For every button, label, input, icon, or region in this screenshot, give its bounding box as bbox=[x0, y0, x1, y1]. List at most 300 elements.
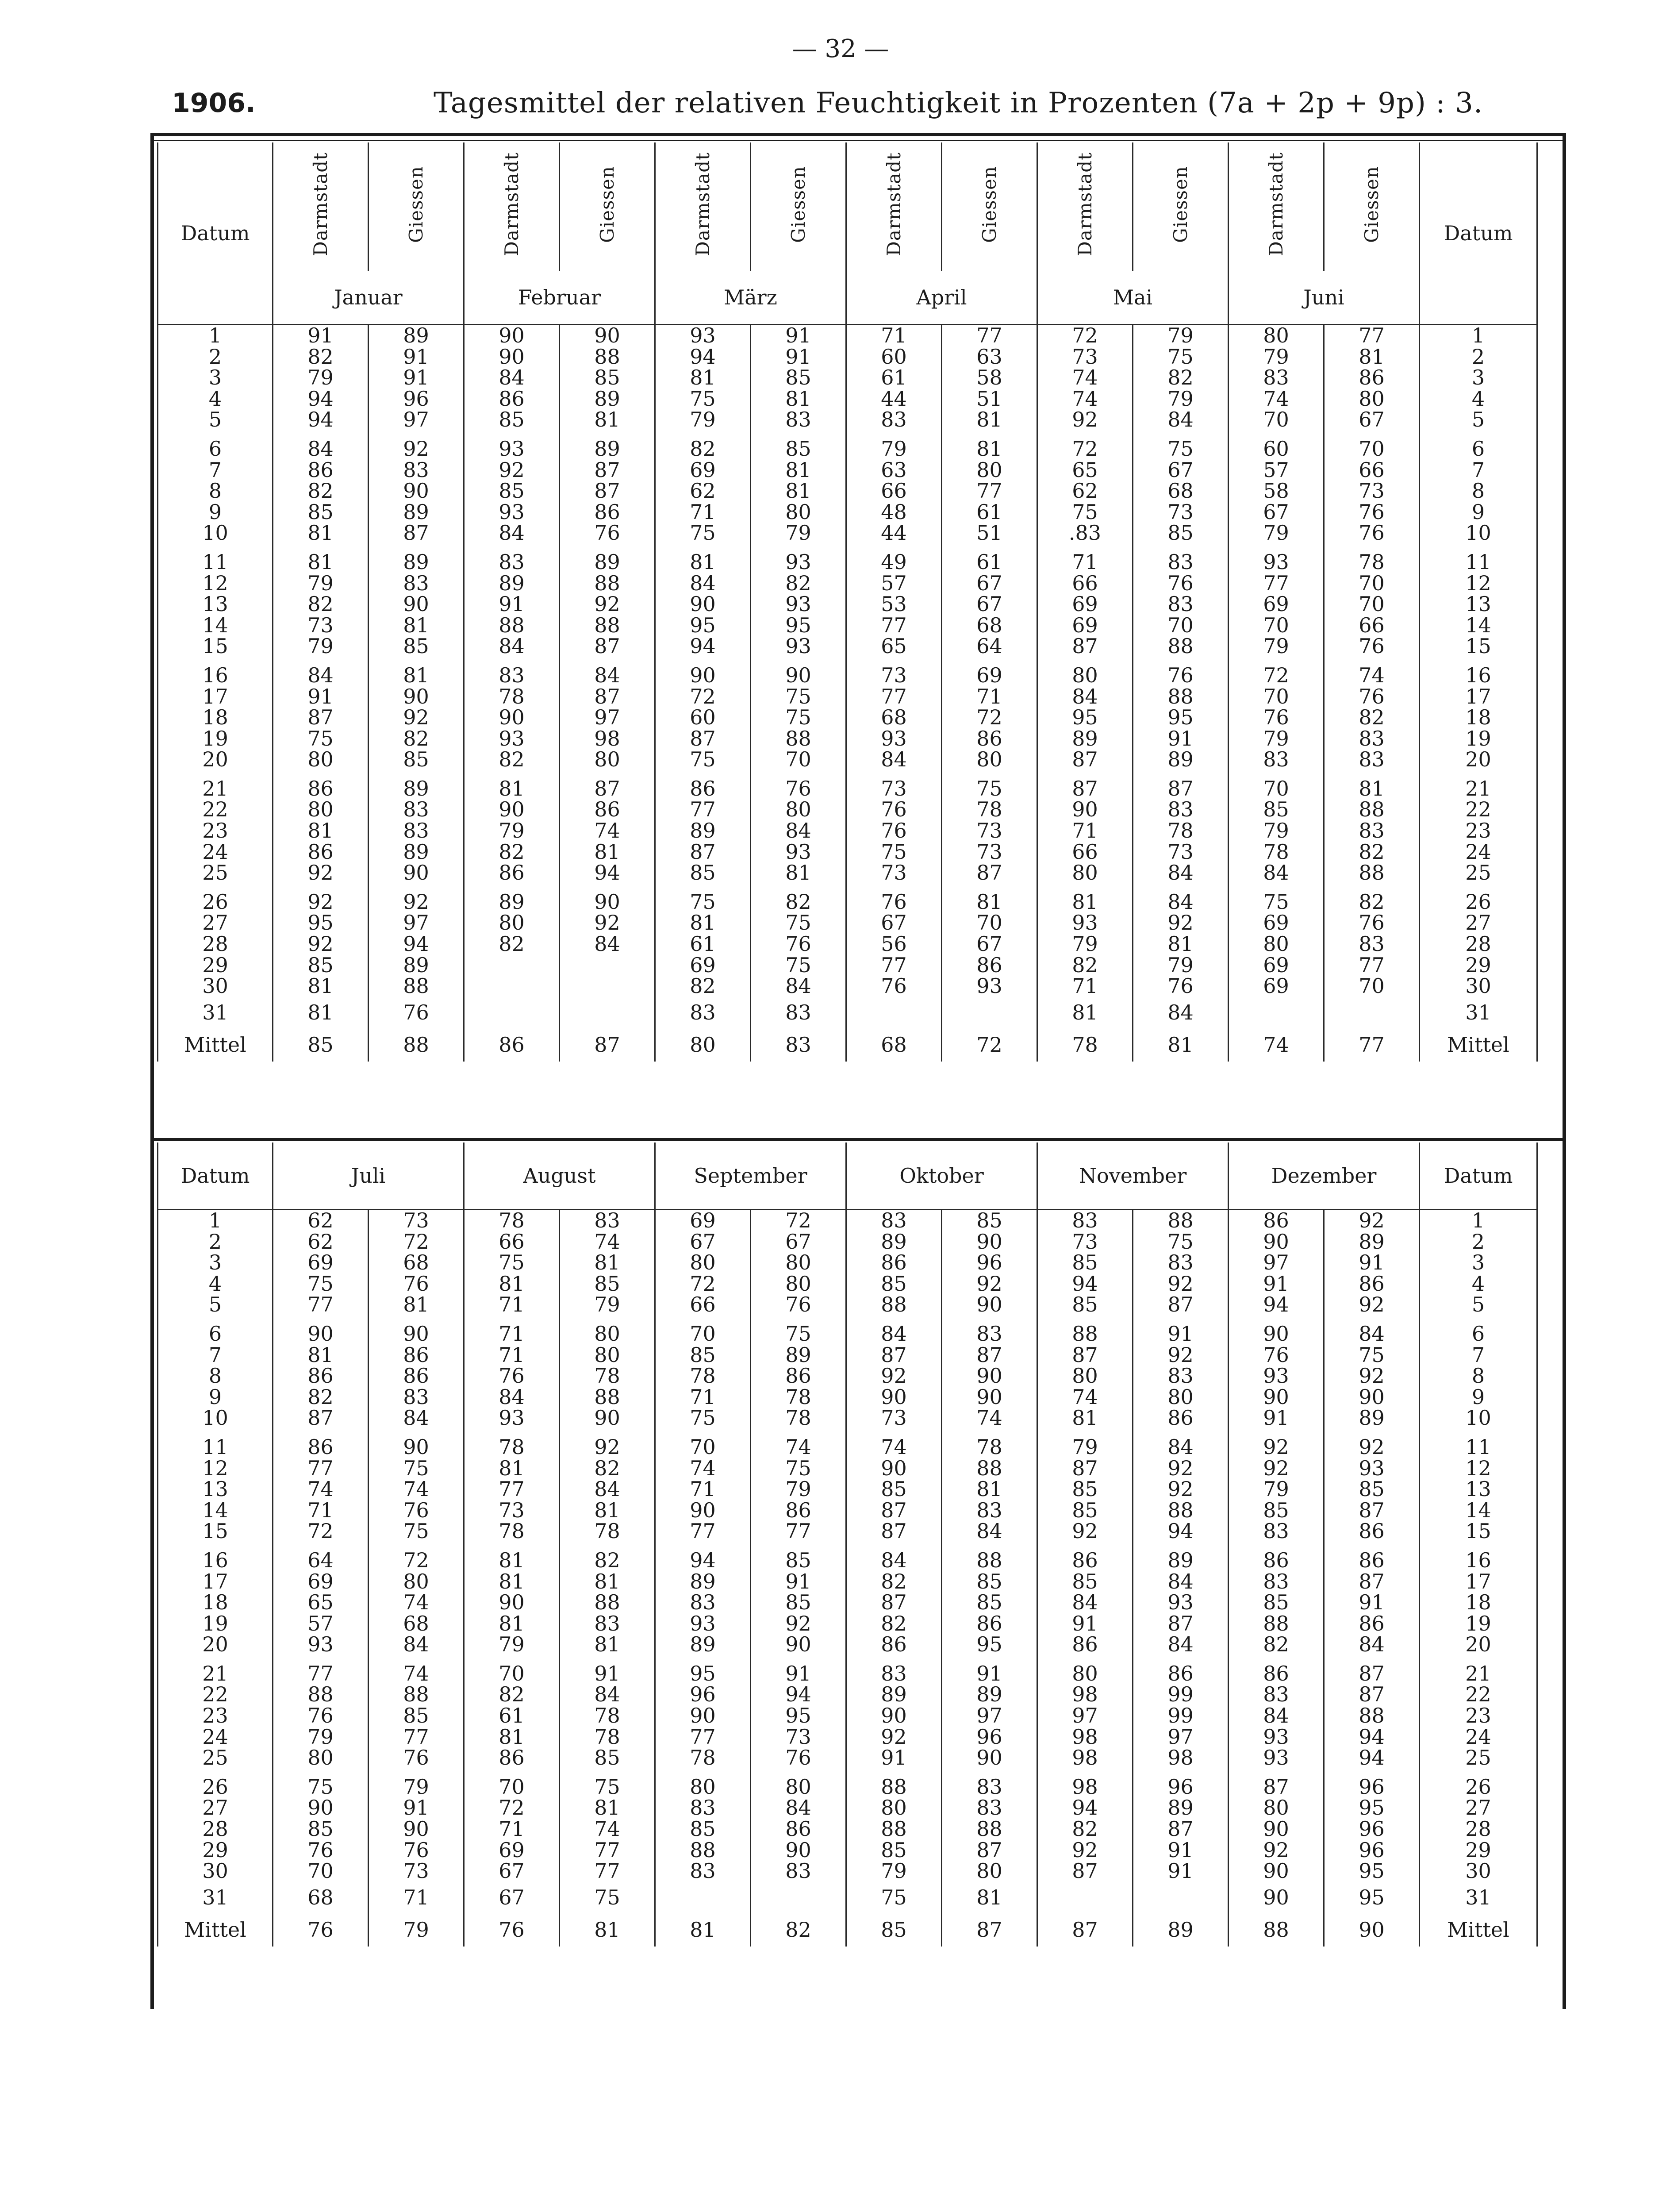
cell-value: 83 bbox=[1167, 592, 1194, 616]
cell-value: 77 bbox=[594, 1859, 620, 1883]
cell-value: 86 bbox=[1359, 1271, 1385, 1296]
cell-value: 77 bbox=[881, 613, 907, 637]
top-double-rule-2 bbox=[150, 140, 1566, 141]
cell-value: 75 bbox=[403, 1519, 429, 1543]
darmstadt-column bbox=[273, 325, 369, 997]
cell-value: 92 bbox=[976, 1271, 1002, 1296]
cell-value: 84 bbox=[1263, 861, 1289, 885]
cell-value: 8 bbox=[208, 1364, 222, 1388]
cell-value: 90 bbox=[881, 1456, 907, 1480]
cell-value: 15 bbox=[202, 1519, 228, 1543]
cell-value: 71 bbox=[499, 1343, 525, 1367]
cell-value: 77 bbox=[499, 1477, 525, 1501]
cell-value: 29 bbox=[202, 1838, 228, 1862]
mittel-label: Mittel bbox=[158, 1028, 273, 1062]
cell-value: 74 bbox=[785, 1435, 811, 1459]
cell-value bbox=[1229, 997, 1324, 1028]
cell-value: 5 bbox=[208, 408, 222, 432]
cell-value: 81 bbox=[976, 1477, 1002, 1501]
cell-value: 85 bbox=[881, 1838, 907, 1862]
cell-value: 87 bbox=[1072, 634, 1098, 658]
cell-value: 61 bbox=[976, 500, 1002, 524]
cell-value: 10 bbox=[202, 521, 228, 545]
cell-value: 87 bbox=[1359, 1682, 1385, 1707]
cell-value: 22 bbox=[1465, 1682, 1491, 1707]
cell-value: 87 bbox=[690, 726, 716, 750]
cell-value: 83 bbox=[403, 819, 429, 843]
cell-value: 82 bbox=[499, 1682, 525, 1707]
cell-value: 90 bbox=[976, 1229, 1002, 1254]
cell-value: 74 bbox=[976, 1406, 1002, 1430]
cell-value: 79 bbox=[1167, 323, 1194, 347]
cell-value: 87 bbox=[881, 1519, 907, 1543]
cell-value: 83 bbox=[403, 458, 429, 482]
cell-value: 88 bbox=[594, 1590, 620, 1615]
cell-value: 82 bbox=[403, 726, 429, 750]
cell-value: 92 bbox=[307, 889, 334, 914]
cell-value: 70 bbox=[1359, 571, 1385, 595]
cell-value: 87 bbox=[1072, 1343, 1098, 1367]
cell-value: 87 bbox=[690, 839, 716, 864]
cell-value: 90 bbox=[1263, 1385, 1289, 1409]
cell-value: 97 bbox=[1072, 1704, 1098, 1728]
cell-value: 83 bbox=[976, 1774, 1002, 1799]
cell-value: 89 bbox=[690, 1632, 716, 1657]
cell-value: 85 bbox=[785, 1548, 811, 1572]
cell-value: 90 bbox=[690, 1498, 716, 1522]
cell-value: 88 bbox=[881, 1293, 907, 1317]
cell-value: 81 bbox=[307, 1343, 334, 1367]
cell-value: 17 bbox=[1465, 1569, 1491, 1593]
cell-value: 91 bbox=[881, 1746, 907, 1770]
cell-value: 51 bbox=[976, 386, 1002, 411]
cell-value: 74 bbox=[1072, 1385, 1098, 1409]
cell-value: 18 bbox=[1465, 705, 1491, 730]
cell-value: 90 bbox=[499, 797, 525, 822]
cell-value: 77 bbox=[881, 684, 907, 708]
cell-value: 79 bbox=[1072, 1435, 1098, 1459]
mittel-label: Mittel bbox=[1420, 1028, 1537, 1062]
cell-value: 76 bbox=[1359, 500, 1385, 524]
giessen-column bbox=[942, 325, 1037, 997]
cell-value: 85 bbox=[1072, 1293, 1098, 1317]
cell-value: 76 bbox=[1359, 634, 1385, 658]
cell-value: 95 bbox=[976, 1632, 1002, 1657]
cell-value: 78 bbox=[594, 1724, 620, 1749]
cell-value: 90 bbox=[403, 684, 429, 708]
cell-value: 70 bbox=[307, 1859, 334, 1883]
station-name: Darmstadt bbox=[692, 152, 714, 256]
cell-value: 66 bbox=[690, 1293, 716, 1317]
cell-value: 73 bbox=[881, 663, 907, 687]
right-frame-rule bbox=[1563, 133, 1566, 2009]
cell-value: 63 bbox=[881, 458, 907, 482]
cell-value: 20 bbox=[202, 1632, 228, 1657]
cell-value: 62 bbox=[307, 1229, 334, 1254]
cell-value: 96 bbox=[403, 386, 429, 411]
cell-value: 9 bbox=[208, 1385, 222, 1409]
mittel-value: 88 bbox=[1229, 1913, 1324, 1947]
cell-value: 73 bbox=[881, 776, 907, 800]
cell-value: 84 bbox=[881, 1321, 907, 1346]
cell-value: 85 bbox=[403, 634, 429, 658]
cell-value: 75 bbox=[690, 521, 716, 545]
cell-value: 89 bbox=[690, 1569, 716, 1593]
cell-value: 15 bbox=[1465, 1519, 1491, 1543]
cell-value: 75 bbox=[785, 705, 811, 730]
cell-value: 61 bbox=[976, 550, 1002, 574]
month-header: Juni bbox=[1229, 271, 1420, 325]
cell-value: 79 bbox=[1072, 932, 1098, 956]
cell-value: 73 bbox=[976, 839, 1002, 864]
cell-value: 81 bbox=[594, 1498, 620, 1522]
cell-value: 87 bbox=[594, 479, 620, 503]
cell-value: 69 bbox=[1263, 974, 1289, 998]
cell-value: 77 bbox=[690, 1724, 716, 1749]
cell-value: 4 bbox=[208, 1271, 222, 1296]
cell-value: 85 bbox=[976, 1590, 1002, 1615]
cell-value: 26 bbox=[1465, 1774, 1491, 1799]
station-header bbox=[1229, 142, 1324, 271]
cell-value bbox=[942, 997, 1037, 1028]
month-header: Februar bbox=[464, 271, 655, 325]
cell-value: 84 bbox=[499, 521, 525, 545]
cell-value: 82 bbox=[690, 436, 716, 461]
cell-value: 85 bbox=[594, 1746, 620, 1770]
cell-value: 12 bbox=[202, 1456, 228, 1480]
cell-value: 44 bbox=[881, 386, 907, 411]
cell-value: 82 bbox=[307, 592, 334, 616]
cell-value: 75 bbox=[690, 889, 716, 914]
cell-value: 71 bbox=[690, 1477, 716, 1501]
cell-value: 67 bbox=[1359, 408, 1385, 432]
cell-value: 76 bbox=[1263, 1343, 1289, 1367]
darmstadt-column bbox=[655, 325, 751, 997]
cell-value: 76 bbox=[1359, 911, 1385, 935]
cell-value: 76 bbox=[1359, 521, 1385, 545]
cell-value: 60 bbox=[690, 705, 716, 730]
cell-value: 1 bbox=[208, 1208, 222, 1232]
cell-value: 84 bbox=[499, 634, 525, 658]
cell-value: 77 bbox=[881, 953, 907, 977]
mittel-value: 87 bbox=[942, 1913, 1037, 1947]
month-header: Oktober bbox=[846, 1143, 1037, 1210]
cell-value: 89 bbox=[403, 776, 429, 800]
mittel-value: 87 bbox=[1037, 1913, 1133, 1947]
cell-value: 79 bbox=[785, 1477, 811, 1501]
cell-value: 96 bbox=[976, 1250, 1002, 1275]
cell-value: 5 bbox=[1471, 408, 1485, 432]
cell-value: 84 bbox=[403, 1632, 429, 1657]
cell-value: 87 bbox=[1072, 776, 1098, 800]
cell-value: 75 bbox=[785, 684, 811, 708]
mittel-value: 80 bbox=[655, 1028, 751, 1062]
cell-value: 84 bbox=[785, 974, 811, 998]
cell-value: 81 bbox=[499, 1548, 525, 1572]
cell-value: 69 bbox=[1263, 953, 1289, 977]
cell-value: 84 bbox=[594, 932, 620, 956]
cell-value: 76 bbox=[403, 1498, 429, 1522]
cell-value: 80 bbox=[594, 1343, 620, 1367]
cell-value: 87 bbox=[1167, 1817, 1194, 1841]
cell-value: 84 bbox=[594, 1682, 620, 1707]
cell-value: 74 bbox=[403, 1590, 429, 1615]
cell-value: 71 bbox=[499, 1817, 525, 1841]
datum-column-right bbox=[1420, 1210, 1537, 1882]
cell-value: 83 bbox=[1072, 1208, 1098, 1232]
cell-value: 81 bbox=[594, 1632, 620, 1657]
cell-value: 87 bbox=[594, 684, 620, 708]
station-name: Giessen bbox=[787, 165, 809, 243]
day-31-label: 31 bbox=[1420, 997, 1537, 1028]
cell-value: 23 bbox=[1465, 819, 1491, 843]
cell-value: 70 bbox=[1167, 613, 1194, 637]
cell-value: 72 bbox=[307, 1519, 334, 1543]
cell-value: 75 bbox=[881, 839, 907, 864]
station-name: Darmstadt bbox=[1265, 152, 1287, 256]
cell-value: 82 bbox=[594, 1548, 620, 1572]
station-name: Giessen bbox=[1170, 165, 1191, 243]
cell-value: 90 bbox=[499, 344, 525, 369]
cell-value: 84 bbox=[1167, 889, 1194, 914]
cell-value: 86 bbox=[403, 1364, 429, 1388]
cell-value: 91 bbox=[307, 323, 334, 347]
cell-value: 93 bbox=[499, 500, 525, 524]
cell-value: 88 bbox=[1167, 634, 1194, 658]
cell-value: 92 bbox=[1359, 1293, 1385, 1317]
cell-value: 86 bbox=[1072, 1548, 1098, 1572]
cell-value: 82 bbox=[785, 571, 811, 595]
cell-value: 93 bbox=[1072, 911, 1098, 935]
giessen-column bbox=[1324, 325, 1420, 997]
cell-value: 81 bbox=[499, 1456, 525, 1480]
cell-value: 82 bbox=[594, 1456, 620, 1480]
cell-value: 84 bbox=[403, 1406, 429, 1430]
cell-value: 95 bbox=[785, 613, 811, 637]
cell-value: 85 bbox=[1263, 797, 1289, 822]
cell-value: 85 bbox=[1263, 1498, 1289, 1522]
cell-value: 95 bbox=[1359, 1796, 1385, 1820]
mittel-value: 88 bbox=[369, 1028, 464, 1062]
cell-value: 60 bbox=[881, 344, 907, 369]
cell-value: 79 bbox=[785, 521, 811, 545]
cell-value: 83 bbox=[1167, 1364, 1194, 1388]
cell-value: 89 bbox=[499, 889, 525, 914]
giessen-column bbox=[751, 325, 846, 997]
mittel-value: 76 bbox=[464, 1913, 560, 1947]
cell-value: 71 bbox=[1072, 819, 1098, 843]
cell-value: 83 bbox=[1263, 1569, 1289, 1593]
cell-value: 74 bbox=[1263, 386, 1289, 411]
cell-value: 78 bbox=[594, 1364, 620, 1388]
cell-value: 77 bbox=[307, 1456, 334, 1480]
cell-value: 71 bbox=[499, 1321, 525, 1346]
cell-value: 72 bbox=[499, 1796, 525, 1820]
cell-value: 64 bbox=[307, 1548, 334, 1572]
cell-value: 92 bbox=[785, 1611, 811, 1635]
cell-value: 69 bbox=[307, 1569, 334, 1593]
cell-value bbox=[560, 997, 655, 1028]
cell-value: 5 bbox=[208, 1293, 222, 1317]
cell-value: 84 bbox=[1167, 1435, 1194, 1459]
cell-value: 88 bbox=[1167, 684, 1194, 708]
cell-value: 87 bbox=[307, 705, 334, 730]
cell-value: 66 bbox=[1072, 839, 1098, 864]
cell-value: 21 bbox=[1465, 776, 1491, 800]
cell-value: 78 bbox=[785, 1385, 811, 1409]
cell-value: 27 bbox=[1465, 1796, 1491, 1820]
cell-value: 90 bbox=[499, 323, 525, 347]
mittel-value: 81 bbox=[1133, 1028, 1229, 1062]
mittel-value: 81 bbox=[655, 1913, 751, 1947]
cell-value: 99 bbox=[1167, 1704, 1194, 1728]
cell-value: 88 bbox=[881, 1817, 907, 1841]
cell-value: 92 bbox=[1167, 911, 1194, 935]
cell-value: 83 bbox=[881, 1208, 907, 1232]
cell-value: 70 bbox=[1359, 436, 1385, 461]
datum-header-right: Datum bbox=[1420, 1143, 1537, 1210]
cell-value: 95 bbox=[1324, 1882, 1420, 1913]
giessen-column bbox=[942, 1210, 1037, 1882]
cell-value: 85 bbox=[1072, 1569, 1098, 1593]
cell-value: 85 bbox=[1359, 1477, 1385, 1501]
cell-value: 9 bbox=[1471, 500, 1485, 524]
cell-value: 95 bbox=[690, 1661, 716, 1685]
cell-value: 91 bbox=[1167, 1321, 1194, 1346]
cell-value: 18 bbox=[202, 705, 228, 730]
cell-value: 92 bbox=[881, 1364, 907, 1388]
cell-value: 63 bbox=[976, 344, 1002, 369]
cell-value: 67 bbox=[690, 1229, 716, 1254]
cell-value: 73 bbox=[785, 1724, 811, 1749]
cell-value: 85 bbox=[1167, 521, 1194, 545]
day-31-label: 31 bbox=[158, 1882, 273, 1913]
cell-value: 3 bbox=[208, 365, 222, 390]
cell-value: 75 bbox=[307, 1271, 334, 1296]
cell-value: 89 bbox=[594, 550, 620, 574]
cell-value: 28 bbox=[1465, 1817, 1491, 1841]
cell-value: 88 bbox=[1359, 861, 1385, 885]
cell-value: 78 bbox=[1167, 819, 1194, 843]
cell-value: 86 bbox=[1359, 1519, 1385, 1543]
cell-value: 30 bbox=[1465, 1859, 1491, 1883]
cell-value: 70 bbox=[499, 1661, 525, 1685]
cell-value: 93 bbox=[1263, 550, 1289, 574]
cell-value: 81 bbox=[785, 861, 811, 885]
cell-value: 80 bbox=[881, 1796, 907, 1820]
cell-value: 86 bbox=[307, 839, 334, 864]
cell-value: 92 bbox=[1072, 1838, 1098, 1862]
station-name: Giessen bbox=[596, 165, 618, 243]
cell-value: 95 bbox=[690, 613, 716, 637]
cell-value: 82 bbox=[499, 839, 525, 864]
cell-value: 22 bbox=[202, 797, 228, 822]
cell-value: 60 bbox=[1263, 436, 1289, 461]
cell-value: 80 bbox=[307, 747, 334, 772]
cell-value: 6 bbox=[208, 436, 222, 461]
cell-value: 90 bbox=[1072, 797, 1098, 822]
mittel-value: 81 bbox=[560, 1913, 655, 1947]
cell-value: 21 bbox=[202, 1661, 228, 1685]
cell-value: 80 bbox=[785, 797, 811, 822]
cell-value: 76 bbox=[403, 1838, 429, 1862]
cell-value: 93 bbox=[499, 726, 525, 750]
cell-value: 85 bbox=[690, 861, 716, 885]
cell-value: 77 bbox=[1263, 571, 1289, 595]
cell-value: 94 bbox=[307, 408, 334, 432]
cell-value: 78 bbox=[499, 684, 525, 708]
cell-value: 85 bbox=[690, 1343, 716, 1367]
cell-value: 75 bbox=[976, 776, 1002, 800]
station-header bbox=[273, 142, 369, 271]
cell-value: 9 bbox=[208, 500, 222, 524]
station-header bbox=[751, 142, 846, 271]
cell-value: 89 bbox=[403, 839, 429, 864]
cell-value: 88 bbox=[1072, 1321, 1098, 1346]
station-name: Giessen bbox=[1361, 165, 1382, 243]
darmstadt-column bbox=[464, 1210, 560, 1882]
cell-value: 8 bbox=[1471, 479, 1485, 503]
cell-value: 57 bbox=[307, 1611, 334, 1635]
month-header: September bbox=[655, 1143, 846, 1210]
bottom-block-table bbox=[157, 1143, 1538, 1947]
cell-value: 80 bbox=[1263, 1796, 1289, 1820]
cell-value: 76 bbox=[369, 997, 464, 1028]
cell-value: 90 bbox=[976, 1385, 1002, 1409]
cell-value: 94 bbox=[785, 1682, 811, 1707]
cell-value: 85 bbox=[976, 1569, 1002, 1593]
datum-header-right: Datum bbox=[1420, 142, 1537, 325]
cell-value: 80 bbox=[785, 1250, 811, 1275]
cell-value: 88 bbox=[1359, 1704, 1385, 1728]
cell-value: 90 bbox=[594, 323, 620, 347]
cell-value: 87 bbox=[976, 1838, 1002, 1862]
cell-value: 87 bbox=[881, 1343, 907, 1367]
cell-value: 92 bbox=[1167, 1271, 1194, 1296]
cell-value: 5 bbox=[1471, 1293, 1485, 1317]
cell-value: 13 bbox=[202, 592, 228, 616]
cell-value: 76 bbox=[785, 776, 811, 800]
cell-value: 21 bbox=[1465, 1661, 1491, 1685]
cell-value: 86 bbox=[307, 1435, 334, 1459]
cell-value: 58 bbox=[976, 365, 1002, 390]
cell-value: 76 bbox=[1359, 684, 1385, 708]
cell-value: 48 bbox=[881, 500, 907, 524]
cell-value: 2 bbox=[208, 1229, 222, 1254]
cell-value: 80 bbox=[1072, 861, 1098, 885]
cell-value: 74 bbox=[307, 1477, 334, 1501]
cell-value: 15 bbox=[202, 634, 228, 658]
cell-value: 76 bbox=[594, 521, 620, 545]
cell-value: 87 bbox=[1072, 1859, 1098, 1883]
cell-value: 77 bbox=[1359, 323, 1385, 347]
cell-value: 92 bbox=[1359, 1364, 1385, 1388]
cell-value: 28 bbox=[202, 1817, 228, 1841]
cell-value: 24 bbox=[1465, 839, 1491, 864]
cell-value: 88 bbox=[976, 1548, 1002, 1572]
cell-value: 75 bbox=[594, 1774, 620, 1799]
cell-value: 80 bbox=[785, 1271, 811, 1296]
cell-value: 88 bbox=[1167, 1208, 1194, 1232]
cell-value: 91 bbox=[1167, 726, 1194, 750]
cell-value: 83 bbox=[785, 408, 811, 432]
cell-value: 75 bbox=[846, 1882, 942, 1913]
cell-value: 73 bbox=[881, 1406, 907, 1430]
cell-value: 83 bbox=[1359, 819, 1385, 843]
cell-value: 86 bbox=[1072, 1632, 1098, 1657]
cell-value: 87 bbox=[1359, 1661, 1385, 1685]
cell-value: 75 bbox=[499, 1250, 525, 1275]
